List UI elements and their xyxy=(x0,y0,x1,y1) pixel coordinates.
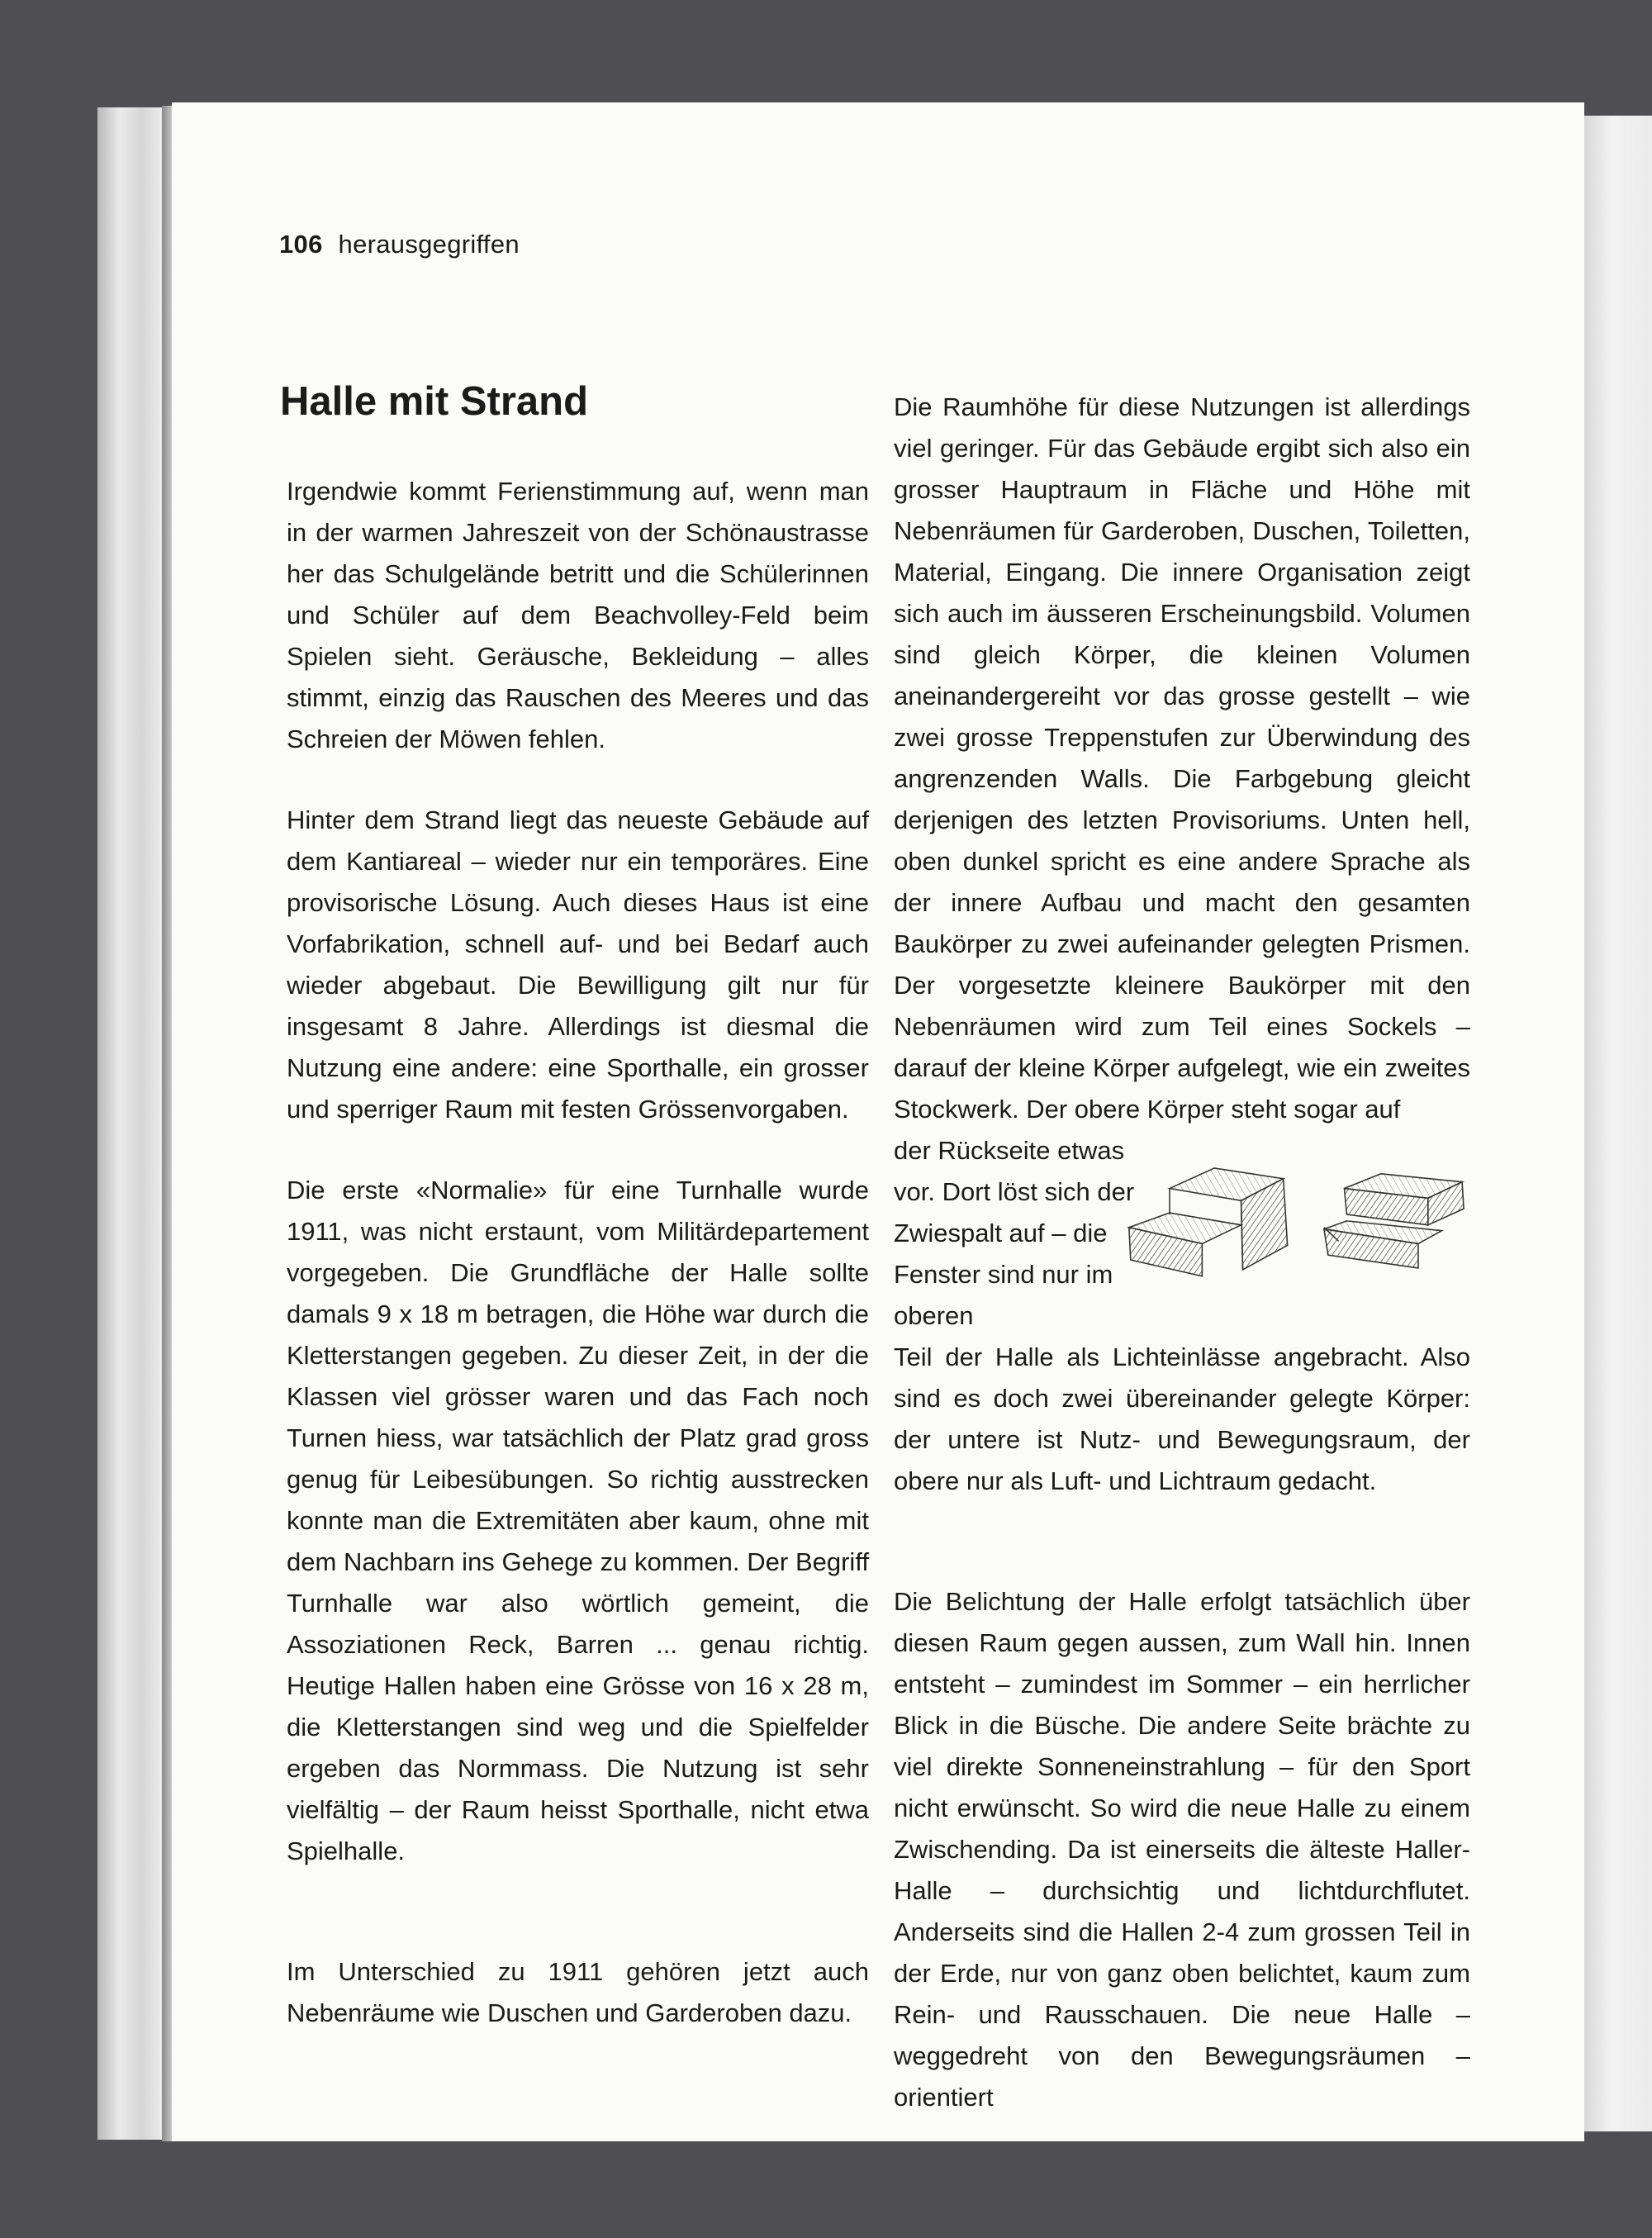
paragraph: Die erste «Normalie» für eine Turnhalle wurde 1911, was nicht erstaunt, vom Militärdepartement vorgegeben. Die Grundfläche der Halle sollte damals 9 x 18 m betragen, die Höhe war durch die Kletterstangen gegeben. Zu dieser Zeit, in der die Klassen viel grösser waren und das Fach noch Turnen hiess, war tatsächlich der Platz grad gross genug für Leibesübungen. So richtig ausstrecken konnte man die Extremitäten aber kaum, ohne mit dem Nachbarn ins Gehege zu kommen. Der Begriff Turnhalle war also wörtlich gemeint, die Assoziationen Reck, Barren ... genau richtig. Heutige Hallen haben eine Grösse von 16 x 28 m, die Kletterstangen sind weg und die Spielfelder ergeben das Normmass. Die Nutzung ist sehr vielfältig – der Raum heisst Sporthalle, nicht etwa Spielhalle. xyxy=(287,1176,869,1865)
page-stack-edge xyxy=(97,107,172,2140)
left-column xyxy=(287,471,869,2034)
sketch-left xyxy=(1129,1168,1288,1276)
article-title: Halle mit Strand xyxy=(280,379,589,424)
right-column xyxy=(894,387,1470,2118)
paragraph-wrapped: der Rückseite etwas vor. Dort löst sich der Zwiespalt auf – die Fenster sind nur im oberen xyxy=(894,1136,1135,1330)
text-with-sketch xyxy=(894,1130,1470,1337)
paragraph: Hinter dem Strand liegt das neueste Gebäude auf dem Kantiareal – wieder nur ein temporäres. Eine provisorische Lösung. Auch dieses Haus ist eine Vorfabrikation, schnell auf- und bei Bedarf auch wieder abgebaut. Die Bewilligung gilt nur für insgesamt 8 Jahre. Allerdings ist diesmal die Nutzung eine andere: eine Sporthalle, ein grosser und sperriger Raum mit festen Grössenvorgaben. xyxy=(287,805,869,1124)
paragraph: Die Belichtung der Halle erfolgt tatsächlich über diesen Raum gegen aussen, zum Wall hin. Innen entsteht – zumindest im Sommer – ein herrlicher Blick in die Büsche. Die andere Seite brächte zu viel direkte Sonneneinstrahlung – für den Sport nicht erwünscht. So wird die neue Halle zu einem Zwischending. Da ist einerseits die älteste Haller-Halle – durchsichtig und lichtdurchflutet. Anderseits sind die Hallen 2-4 zum grossen Teil in der Erde, nur von ganz oben belichtet, kaum zum Rein- und Rausschauen. Die neue Halle – weggedreht von den Bewegungsräumen – orientiert xyxy=(894,1587,1470,2112)
paragraph: Im Unterschied zu 1911 gehören jetzt auch Nebenräume wie Duschen und Garderoben dazu. xyxy=(287,1957,869,2027)
page-number: 106 xyxy=(279,230,323,259)
facing-page-edge xyxy=(1584,116,1652,2131)
paragraph: Die Raumhöhe für diese Nutzungen ist allerdings viel geringer. Für das Gebäude ergibt sich also ein grosser Hauptraum in Fläche und Höhe mit Nebenräumen für Garderoben, Duschen, Toiletten, Material, Eingang. Die innere Organisation zeigt sich auch im äusseren Erscheinungsbild. Volumen sind gleich Körper, die kleinen Volumen aneinandergereiht vor das grosse gestellt – wie zwei grosse Treppenstufen zur Überwindung des angrenzenden Walls. Die Farbgebung gleicht derjenigen des letzten Provisoriums. Unten hell, oben dunkel spricht es eine andere Sprache als der innere Aufbau und macht den gesamten Baukörper zu zwei aufeinander gelegten Prismen. Der vorgesetzte kleinere Baukörper mit den Nebenräumen wird zum Teil eines Sockels – darauf der kleine Körper aufgelegt, wie ein zweites Stockwerk. Der obere Körper steht sogar auf xyxy=(894,392,1470,1124)
building-sketch-image xyxy=(1121,1138,1470,1291)
section-name: herausgegriffen xyxy=(338,230,520,259)
running-header xyxy=(279,230,520,259)
paragraph: Teil der Halle als Lichteinlässe angebracht. Also sind es doch zwei übereinander gelegte Körper: der untere ist Nutz- und Bewegungsraum, der obere nur als Luft- und Lichtraum gedacht. xyxy=(894,1342,1470,1495)
sketch-right xyxy=(1324,1174,1464,1268)
paragraph: Irgendwie kommt Ferienstimmung auf, wenn man in der warmen Jahreszeit von der Schönaustrasse her das Schulgelände betritt und die Schülerinnen und Schüler auf dem Beachvolley-Feld beim Spielen sieht. Geräusche, Bekleidung – alles stimmt, einzig das Rauschen des Meeres und das Schreien der Möwen fehlen. xyxy=(287,477,869,753)
